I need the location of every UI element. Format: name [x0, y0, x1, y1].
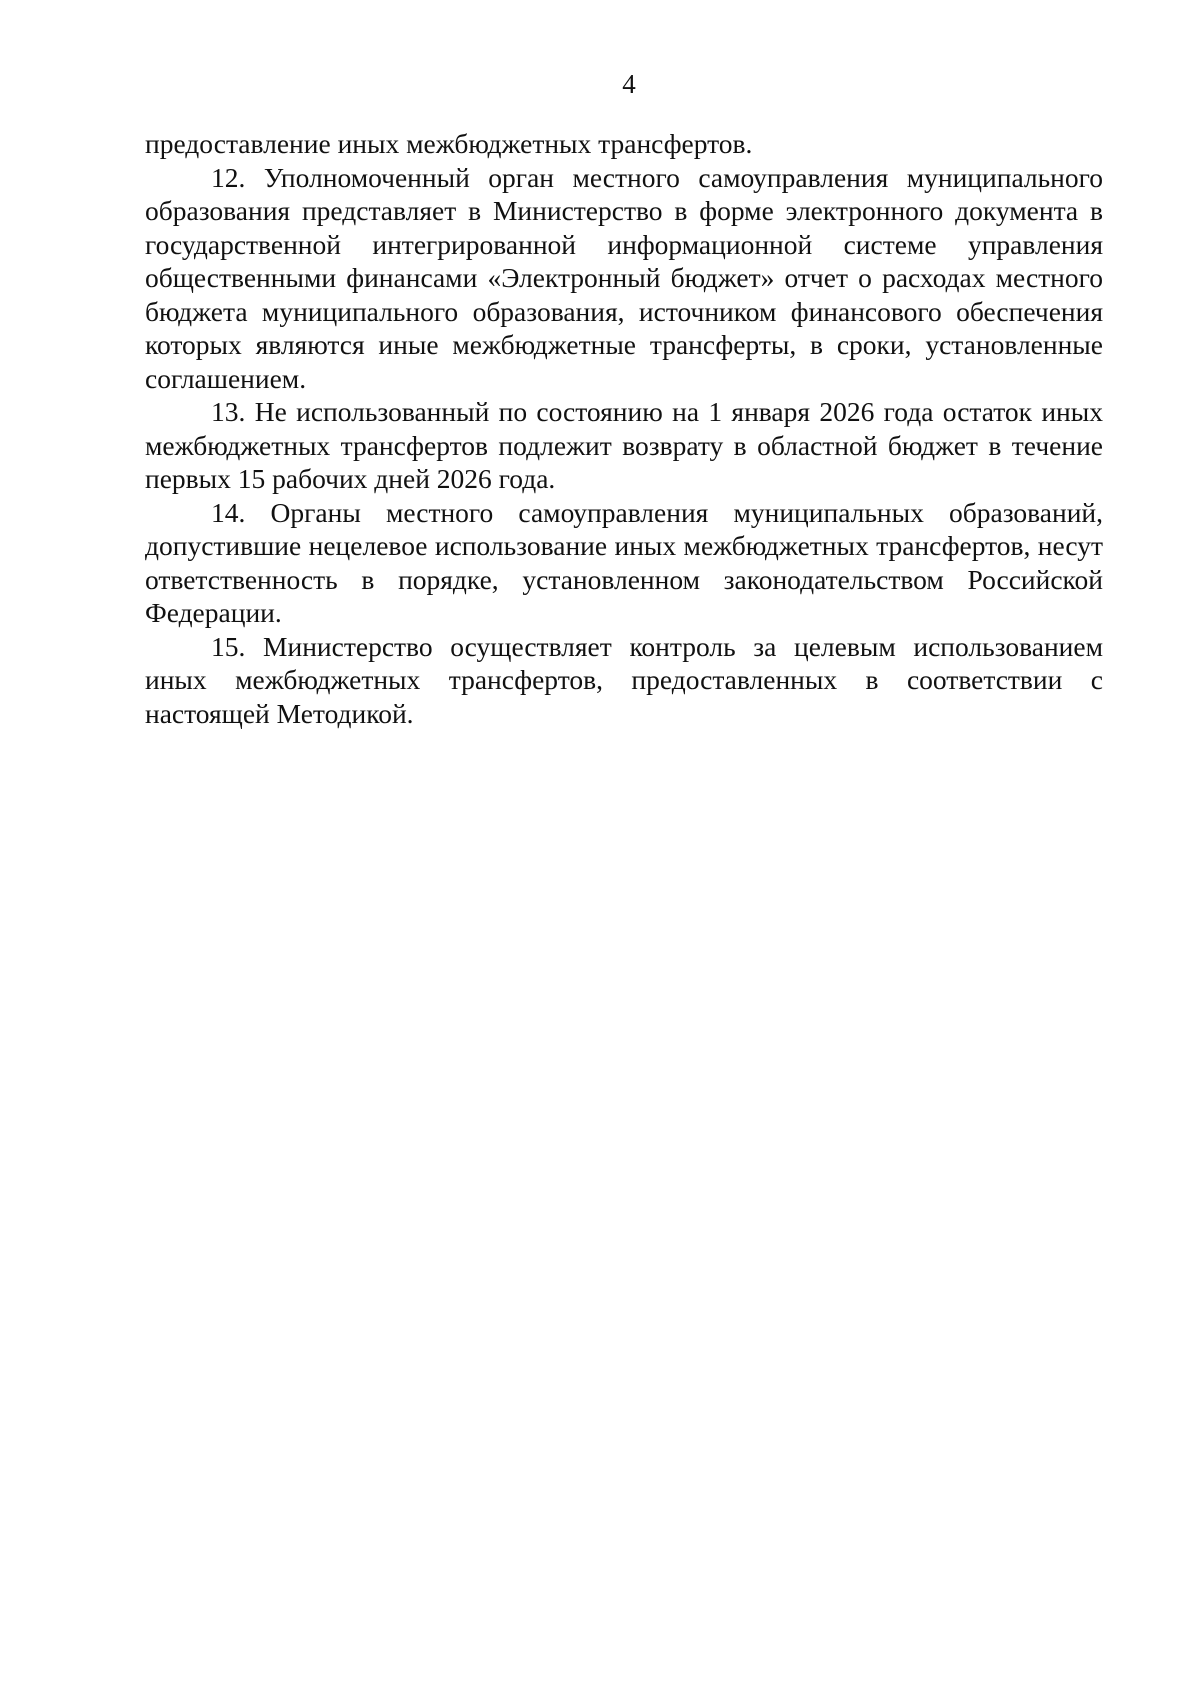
document-body — [145, 127, 1103, 730]
page-number: 4 — [622, 69, 636, 99]
paragraph-item-15: 15. Министерство осуществляет контроль за целевым использованием иных межбюджетных трансфертов, предоставленных в соответствии с настоящей Методикой. — [145, 630, 1103, 729]
paragraph-item-12: 12. Уполномоченный орган местного самоуправления муниципального образования представляет в Министерство в форме электронного документа в государственной интегрированной информационной системе управления общественными финансами «Электронный бюджет» отчет о расходах местного бюджета муниципального образования, источником финансового обеспечения которых являются иные межбюджетные трансферты, в сроки, установленные соглашением. — [145, 161, 1103, 394]
paragraph-item-14: 14. Органы местного самоуправления муниципальных образований, допустившие нецелевое использование иных межбюджетных трансфертов, несут ответственность в порядке, установленном законодательством Российской Федерации. — [145, 496, 1103, 628]
paragraph-continuation: предоставление иных межбюджетных трансфертов. — [145, 128, 753, 159]
paragraph-item-13: 13. Не использованный по состоянию на 1 января 2026 года остаток иных межбюджетных трансфертов подлежит возврату в областной бюджет в течение первых 15 рабочих дней 2026 года. — [145, 396, 1103, 494]
